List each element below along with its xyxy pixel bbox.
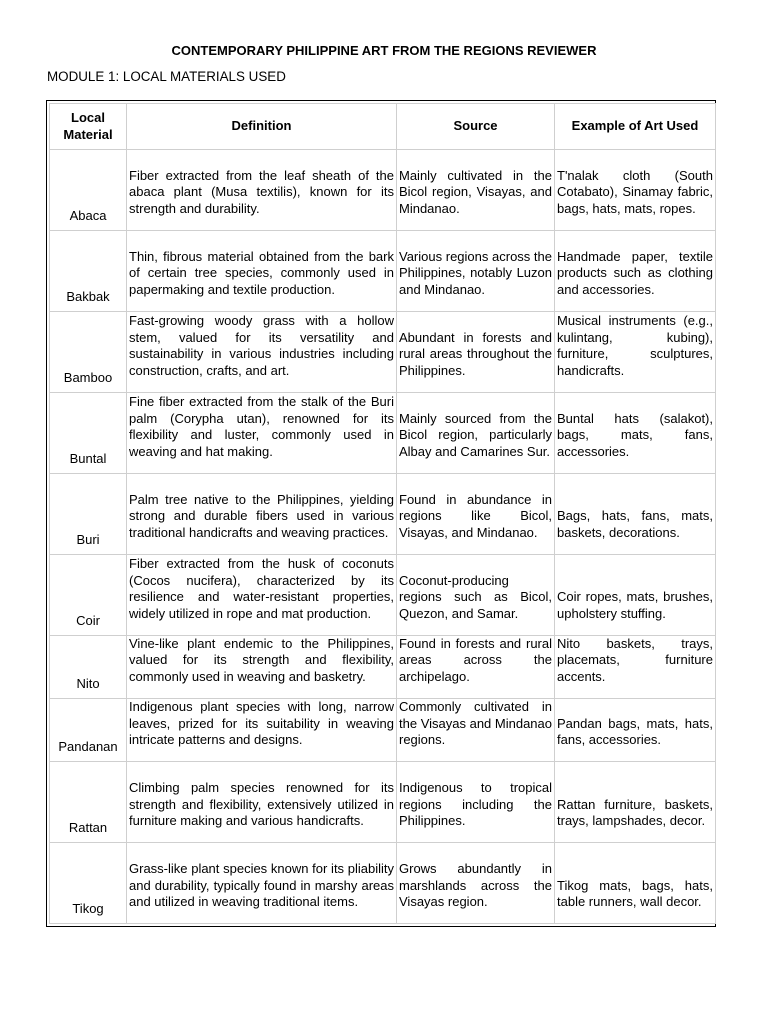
table-row [50,699,716,762]
material-cell: Coir [50,555,127,636]
example-cell: Pandan bags, mats, hats, fans, accessories. [555,699,716,762]
header-local-material: Local Material [50,104,127,150]
example-cell: Rattan furniture, baskets, trays, lampshades, decor. [555,762,716,843]
definition-cell: Thin, fibrous material obtained from the bark of certain tree species, commonly used in papermaking and textile production. [127,231,397,312]
source-cell: Indigenous to tropical regions including the Philippines. [397,762,555,843]
material-cell: Tikog [50,843,127,924]
definition-cell: Grass-like plant species known for its pliability and durability, typically found in marshy areas and utilized in weaving traditional items. [127,843,397,924]
header-example: Example of Art Used [555,104,716,150]
materials-table [49,103,716,924]
table-header-row [50,104,716,150]
table-row [50,393,716,474]
materials-table-frame [46,100,716,927]
source-cell: Grows abundantly in marshlands across the Visayas region. [397,843,555,924]
material-cell: Bamboo [50,312,127,393]
definition-cell: Fiber extracted from the husk of coconuts (Cocos nucifera), characterized by its resilience and water-resistant properties, widely utilized in rope and mat production. [127,555,397,636]
example-cell: Buntal hats (salakot), bags, mats, fans, accessories. [555,393,716,474]
table-row [50,474,716,555]
example-cell: Coir ropes, mats, brushes, upholstery stuffing. [555,555,716,636]
definition-cell: Climbing palm species renowned for its strength and flexibility, extensively utilized in furniture making and various handicrafts. [127,762,397,843]
definition-cell: Fine fiber extracted from the stalk of the Buri palm (Corypha utan), renowned for its flexibility and luster, commonly used in weaving and hat making. [127,393,397,474]
source-cell: Abundant in forests and rural areas throughout the Philippines. [397,312,555,393]
source-cell: Coconut-producing regions such as Bicol, Quezon, and Samar. [397,555,555,636]
source-cell: Mainly cultivated in the Bicol region, Visayas, and Mindanao. [397,150,555,231]
document-title: CONTEMPORARY PHILIPPINE ART FROM THE REGIONS REVIEWER [171,43,597,58]
material-cell: Buri [50,474,127,555]
definition-cell: Fast-growing woody grass with a hollow stem, valued for its versatility and sustainability in various industries including construction, crafts, and art. [127,312,397,393]
material-cell: Nito [50,636,127,699]
source-cell: Various regions across the Philippines, notably Luzon and Mindanao. [397,231,555,312]
header-definition: Definition [127,104,397,150]
material-cell: Pandanan [50,699,127,762]
table-row [50,150,716,231]
definition-cell: Fiber extracted from the leaf sheath of the abaca plant (Musa textilis), known for its strength and durability. [127,150,397,231]
material-cell: Rattan [50,762,127,843]
source-cell: Mainly sourced from the Bicol region, particularly Albay and Camarines Sur. [397,393,555,474]
definition-cell: Indigenous plant species with long, narrow leaves, prized for its suitability in weaving intricate patterns and designs. [127,699,397,762]
table-row [50,231,716,312]
table-row [50,555,716,636]
header-source: Source [397,104,555,150]
example-cell: Nito baskets, trays, placemats, furniture accents. [555,636,716,699]
definition-cell: Palm tree native to the Philippines, yielding strong and durable fibers used in various traditional handicrafts and weaving practices. [127,474,397,555]
example-cell: Handmade paper, textile products such as clothing and accessories. [555,231,716,312]
example-cell: Musical instruments (e.g., kulintang, kubing), furniture, sculptures, handicrafts. [555,312,716,393]
table-row [50,843,716,924]
example-cell: Bags, hats, fans, mats, baskets, decorations. [555,474,716,555]
definition-cell: Vine-like plant endemic to the Philippines, valued for its strength and flexibility, commonly used in weaving and basketry. [127,636,397,699]
example-cell: T'nalak cloth (South Cotabato), Sinamay fabric, bags, hats, mats, ropes. [555,150,716,231]
material-cell: Abaca [50,150,127,231]
example-cell: Tikog mats, bags, hats, table runners, wall decor. [555,843,716,924]
material-cell: Buntal [50,393,127,474]
table-row [50,762,716,843]
table-row [50,312,716,393]
material-cell: Bakbak [50,231,127,312]
source-cell: Commonly cultivated in the Visayas and Mindanao regions. [397,699,555,762]
source-cell: Found in forests and rural areas across the archipelago. [397,636,555,699]
module-heading: MODULE 1: LOCAL MATERIALS USED [47,69,286,84]
source-cell: Found in abundance in regions like Bicol, Visayas, and Mindanao. [397,474,555,555]
table-row [50,636,716,699]
